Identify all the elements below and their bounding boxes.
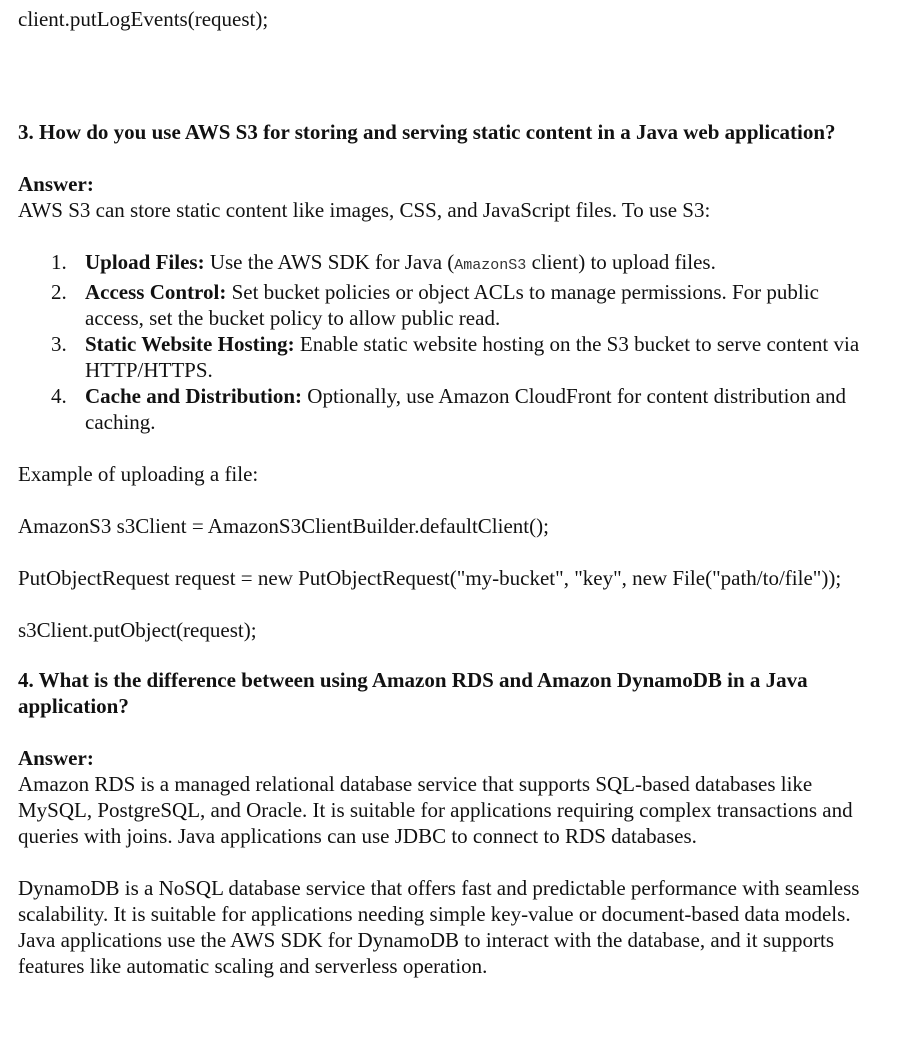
list-item-title: Upload Files: (85, 250, 205, 274)
list-item-text: Use the AWS SDK for Java ( (204, 250, 455, 274)
list-item (18, 383, 878, 435)
list-item (18, 331, 878, 383)
list-item-title: Cache and Distribution: (85, 384, 303, 408)
list-item (18, 279, 878, 331)
inline-code: AmazonS3 (454, 257, 527, 274)
question-3-heading: 3. How do you use AWS S3 for storing and serving static content in a Java web application? (18, 120, 836, 144)
list-item-text: Enable static website hosting on the S3 bucket to serve content via HTTP/HTTPS. (85, 332, 860, 382)
list-item-number: 4. (51, 384, 67, 408)
question-4-heading: 4. What is the difference between using Amazon RDS and Amazon DynamoDB in a Java application? (18, 668, 808, 718)
document-page (18, 0, 878, 979)
example-label: Example of uploading a file: (18, 462, 259, 486)
code-line: AmazonS3 s3Client = AmazonS3ClientBuilder.defaultClient(); (18, 514, 549, 538)
s3-steps-list (18, 249, 878, 435)
code-line: s3Client.putObject(request); (18, 618, 257, 642)
code-line: PutObjectRequest request = new PutObjectRequest("my-bucket", "key", new File("path/to/file")); (18, 566, 842, 590)
list-item-number: 3. (51, 332, 67, 356)
answer-paragraph: Amazon RDS is a managed relational database service that supports SQL-based databases like MySQL, PostgreSQL, and Oracle. It is suitable for applications requiring complex transactions and queries with joins. Java applications can use JDBC to connect to RDS databases. (18, 772, 853, 848)
list-item-number: 2. (51, 280, 67, 304)
list-item-number: 1. (51, 250, 67, 274)
question-4-answer-label: Answer: (18, 746, 94, 770)
list-item-title: Access Control: (85, 280, 227, 304)
previous-code-line: client.putLogEvents(request); (18, 7, 269, 31)
list-item-text: Optionally, use Amazon CloudFront for content distribution and caching. (85, 384, 847, 434)
list-item-text: Set bucket policies or object ACLs to manage permissions. For public access, set the bucket policy to allow public read. (85, 280, 819, 330)
question-3-answer-label: Answer: (18, 172, 94, 196)
question-3-intro: AWS S3 can store static content like images, CSS, and JavaScript files. To use S3: (18, 198, 711, 222)
list-item-text: client) to upload files. (526, 250, 716, 274)
list-item (18, 249, 878, 279)
answer-paragraph: DynamoDB is a NoSQL database service that offers fast and predictable performance with seamless scalability. It is suitable for applications needing simple key-value or document-based data models. Java applications use the AWS SDK for DynamoDB to interact with the database, and it supports features like automatic scaling and serverless operation. (18, 876, 860, 978)
list-item-title: Static Website Hosting: (85, 332, 295, 356)
